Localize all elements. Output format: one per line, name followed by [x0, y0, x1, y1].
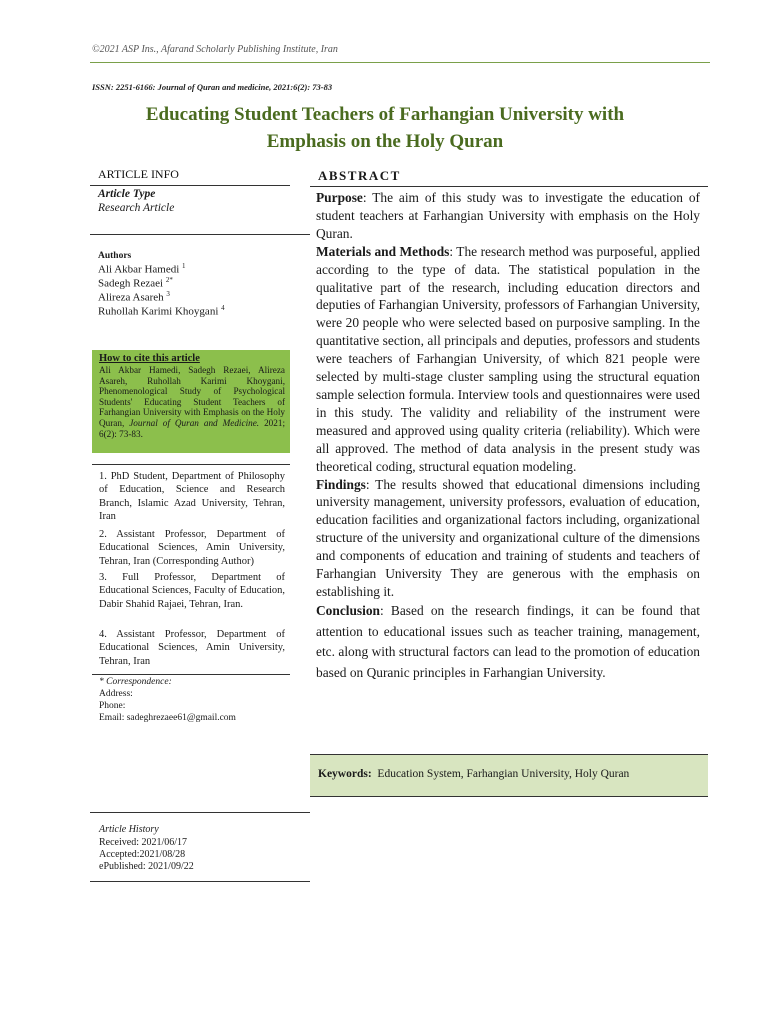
keywords-line	[318, 768, 629, 780]
citation-journal: Journal of Quran and Medicine.	[129, 417, 260, 428]
keywords-value: Education System, Farhangian University, Holy Quran	[377, 768, 630, 780]
divider	[90, 881, 310, 882]
article-type-label: Article Type	[98, 188, 156, 200]
abstract-body	[316, 189, 700, 684]
authors-label: Authors	[98, 251, 132, 261]
author-name: Ali Akbar Hamedi	[98, 263, 180, 276]
author-1	[98, 262, 186, 276]
conclusion-text: : Based on the research findings, it can be found that attention to educational issues such as teacher training, management, etc. along with structural factors can lead to the promotion of education based on Quranic principles in Farhangian University.	[316, 602, 700, 681]
keywords-label: Keywords:	[318, 768, 372, 780]
title-line-1: Educating Student Teachers of Farhangian University with	[145, 104, 625, 125]
correspondence-address: Address:	[99, 689, 133, 699]
divider	[310, 186, 708, 187]
methods-label: Materials and Methods	[316, 243, 450, 259]
affiliation-3: 3. Full Professor, Department of Educational Sciences, Faculty of Education, Dabir Shahid Rajaei, Tehran, Iran.	[99, 572, 285, 610]
author-affiliation-mark: 3	[166, 290, 170, 298]
correspondence-email: Email: sadeghrezaee61@gmail.com	[99, 713, 236, 723]
abstract-conclusion	[316, 601, 700, 684]
findings-text: : The results showed that educational dimensions including university management, university professors, evaluation of education, education facilities and organizational factors including, organizational structure of the university and organizational culture of the dimensions and components of education and training of students and teachers of Farhangian University They are generous with the emphasis on establishing it.	[316, 476, 700, 599]
history-published: ePublished: 2021/09/22	[99, 861, 194, 872]
abstract-purpose	[316, 189, 700, 243]
author-3	[98, 290, 170, 304]
purpose-text: : The aim of this study was to investigate the education of student teachers at Farhangian University with emphasis on the Holy Quran.	[316, 190, 700, 241]
methods-text: : The research method was purposeful, applied according to the type of data. The statistical population in the qualitative part of the research, including education directors and deputies of Farhangian University, professors of Farhangian University, were 20 people who were selected based on purposive sampling. In the quantitative section, all principals and deputies, professors and students were teachers of Farhangian University, of which 821 people were selected by multi-stage cluster sampling using the structural equation sample selection formula. Interview tools and questionnaires were used in this study. The validity and reliability of the instrument were measured and approved using quality criteria (reliability). Which were all approved. The method of data analysis in the present study was theoretical coding, structural equation modeling.	[316, 243, 700, 474]
abstract-heading: ABSTRACT	[318, 168, 401, 183]
copyright-header: ©2021 ASP Ins., Afarand Scholarly Publishing Institute, Iran	[92, 44, 338, 55]
history-accepted: Accepted:2021/08/28	[99, 849, 186, 860]
correspondence-label: * Correspondence:	[99, 677, 172, 687]
divider	[92, 464, 290, 465]
author-affiliation-mark: 4	[221, 304, 225, 312]
divider	[90, 812, 310, 813]
article-type-value: Research Article	[98, 202, 175, 214]
abstract-findings	[316, 476, 700, 601]
correspondence-phone: Phone:	[99, 701, 126, 711]
author-name: Ruhollah Karimi Khoygani	[98, 305, 219, 318]
citation-body: Ali Akbar Hamedi, Sadegh Rezaei, Alireza Asareh, Ruhollah Karimi Khoygani, Phenomenological Study of Psychological Students' Educating Student Teachers of Farhangian University with Emphasis on the Holy Quran,	[99, 365, 285, 428]
citation-text	[99, 365, 285, 439]
divider	[90, 185, 290, 186]
affiliation-1: 1. PhD Student, Department of Philosophy of Education, Science and Research Branch, Islamic Azad University, Tehran, Iran	[99, 471, 285, 523]
divider	[90, 234, 310, 235]
divider	[92, 674, 290, 675]
purpose-label: Purpose	[316, 190, 363, 205]
citation-title: How to cite this article	[99, 353, 200, 364]
author-4	[98, 304, 225, 318]
abstract-methods	[316, 243, 700, 476]
conclusion-label: Conclusion	[316, 602, 380, 618]
author-name: Alireza Asareh	[98, 291, 164, 304]
affiliation-2: 2. Assistant Professor, Department of Educational Sciences, Amin University, Tehran, Iran (Corresponding Author)	[99, 529, 285, 567]
article-title	[90, 101, 680, 155]
history-label: Article History	[99, 824, 159, 835]
history-received: Received: 2021/06/17	[99, 837, 188, 848]
author-2	[98, 276, 173, 290]
findings-label: Findings	[316, 476, 366, 492]
title-line-2: Emphasis on the Holy Quran	[266, 131, 504, 152]
issn-line: ISSN: 2251-6166: Journal of Quran and medicine, 2021:6(2): 73-83	[92, 82, 333, 92]
author-name: Sadegh Rezaei	[98, 277, 164, 290]
citation-volume: 2021; 6(2): 73-83.	[99, 417, 285, 439]
header-rule	[90, 62, 710, 63]
author-affiliation-mark: 1	[182, 262, 186, 270]
affiliation-4: 4. Assistant Professor, Department of Educational Sciences, Amin University, Tehran, Iran	[99, 629, 285, 667]
article-info-heading: ARTICLE INFO	[98, 167, 179, 181]
author-affiliation-mark: 2*	[165, 276, 173, 284]
